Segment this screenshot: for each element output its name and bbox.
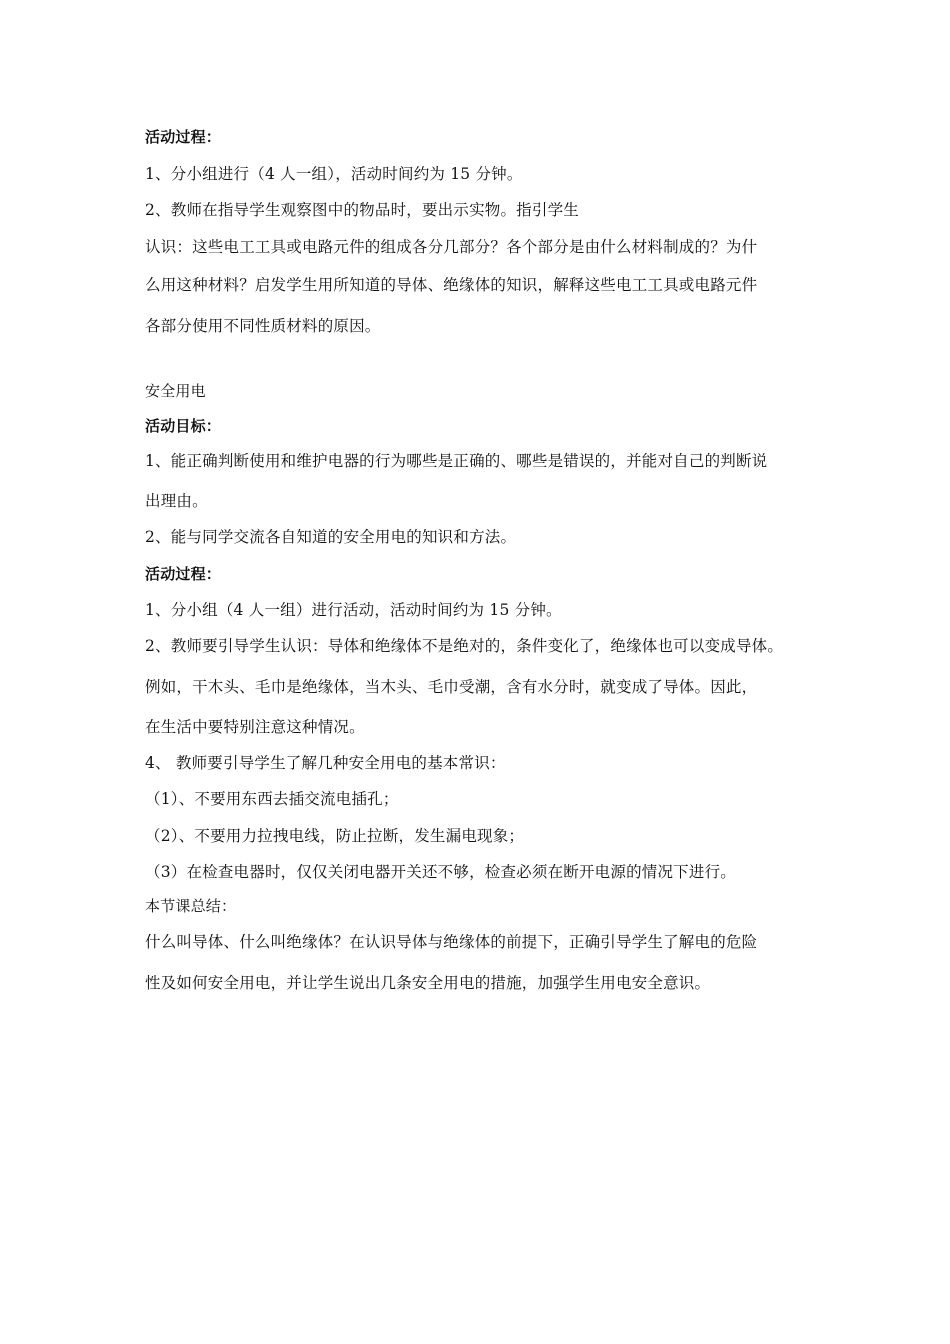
paragraph-line: 认识：这些电工工具或电路元件的组成各分几部分？各个部分是由什么材料制成的？为什 [145,238,758,256]
paragraph-line: 1、能正确判断使用和维护电器的行为哪些是正确的、哪些是错误的，并能对自己的判断说 [145,452,768,470]
paragraph-line: 2、教师要引导学生认识：导体和绝缘体不是绝对的，条件变化了，绝缘体也可以变成导体。 [145,637,784,655]
paragraph-line: 各部分使用不同性质材料的原因。 [145,317,381,335]
activity-process-heading: 活动过程： [145,128,222,146]
paragraph-line: 2、能与同学交流各自知道的安全用电的知识和方法。 [145,528,517,546]
paragraph-line: 4、 教师要引导学生了解几种安全用电的基本常识： [145,754,506,772]
activity-process-heading: 活动过程： [145,565,222,583]
paragraph-line: 在生活中要特别注意这种情况。 [145,718,365,736]
paragraph-line: 例如，干木头、毛巾是绝缘体，当木头、毛巾受潮，含有水分时，就变成了导体。因此， [145,678,758,696]
paragraph-line: 性及如何安全用电，并让学生说出几条安全用电的措施，加强学生用电安全意识。 [145,974,711,992]
paragraph-line: 出理由。 [145,492,208,510]
activity-goal-heading: 活动目标： [145,417,222,435]
paragraph-line: （3）在检查电器时，仅仅关闭电器开关还不够，检查必须在断开电源的情况下进行。 [145,863,736,881]
paragraph-line: 2、教师在指导学生观察图中的物品时，要出示实物。指引学生 [145,201,579,219]
section-title: 安全用电 [145,382,206,400]
paragraph-line: 1、分小组（4 人一组）进行活动，活动时间约为 15 分钟。 [145,601,562,619]
paragraph-line: （2）、不要用力拉拽电线，防止拉断，发生漏电现象； [145,827,525,845]
paragraph-line: 什么叫导体、什么叫绝缘体？在认识导体与绝缘体的前提下，正确引导学生了解电的危险 [145,933,758,951]
paragraph-line: 么用这种材料？启发学生用所知道的导体、绝缘体的知识，解释这些电工工具或电路元件 [145,276,758,294]
paragraph-line: （1）、不要用东西去插交流电插孔； [145,790,399,808]
summary-heading: 本节课总结： [145,897,237,915]
paragraph-line: 1、分小组进行（4 人一组），活动时间约为 15 分钟。 [145,165,523,183]
